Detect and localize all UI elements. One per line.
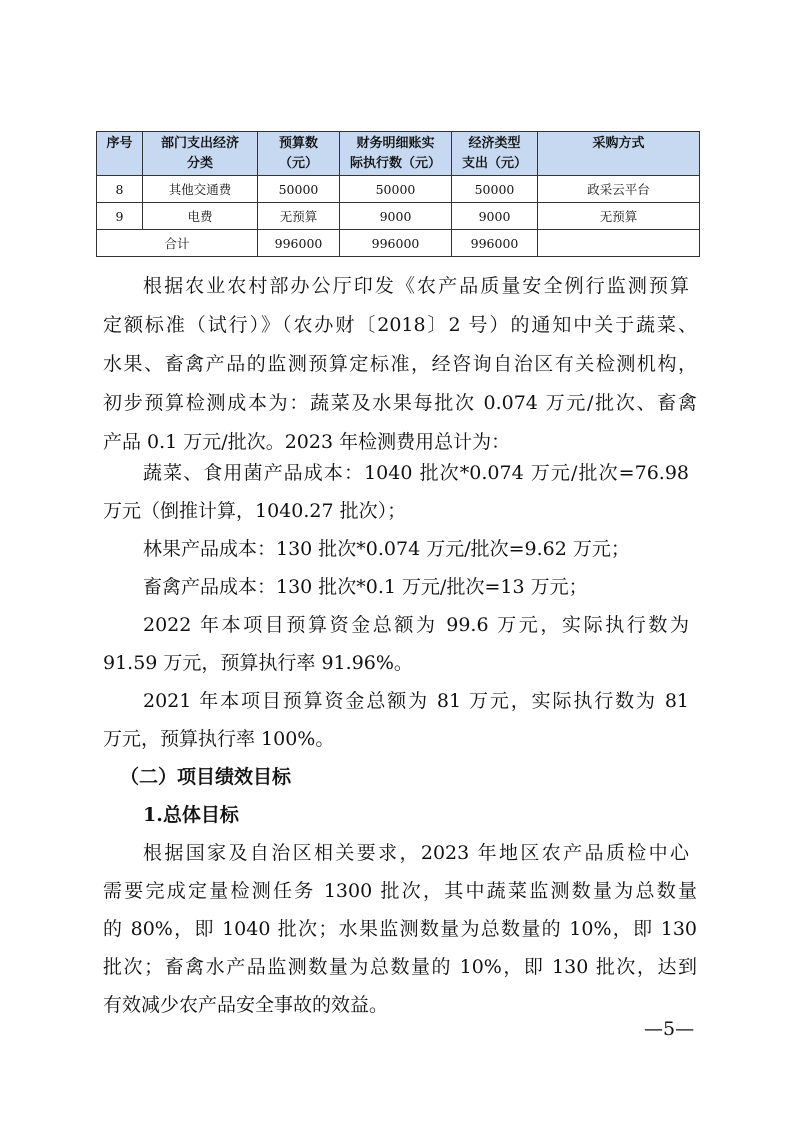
paragraph-line: 水果、畜禽产品的监测预算定标准，经咨询自治区有关检测机构， <box>103 353 697 375</box>
header-economic-type <box>452 132 538 176</box>
table-cell: 50000 <box>452 176 538 203</box>
paragraph-line: 定额标准（试行）》（农办财〔2018〕2 号）的通知中关于蔬菜、 <box>103 314 697 336</box>
table-cell: 9000 <box>340 203 452 230</box>
header-procurement <box>538 132 700 176</box>
total-procurement <box>538 230 700 257</box>
total-budget: 996000 <box>258 230 340 257</box>
total-label: 合计 <box>97 230 258 257</box>
page-number: —5— <box>644 1018 695 1040</box>
paragraph-line: 2021 年本项目预算资金总额为 81 万元，实际执行数为 81 <box>143 690 689 712</box>
paragraph-line: 2022 年本项目预算资金总额为 99.6 万元，实际执行数为 <box>143 614 689 636</box>
header-line: （元） <box>278 156 318 171</box>
table-row <box>97 203 700 230</box>
table-cell: 50000 <box>340 176 452 203</box>
table-header-row <box>97 132 700 176</box>
section-heading: （二）项目绩效目标 <box>120 766 292 788</box>
table-cell: 50000 <box>258 176 340 203</box>
paragraph-line: 根据农业农村部办公厅印发《农产品质量安全例行监测预算 <box>143 275 689 297</box>
paragraph-line: 91.59 万元，预算执行率 91.96%。 <box>103 652 413 674</box>
header-line: 序号 <box>106 136 133 151</box>
budget-table <box>96 131 700 257</box>
table-row <box>97 176 700 203</box>
paragraph-line: 初步预算检测成本为：蔬菜及水果每批次 0.074 万元/批次、畜禽 <box>103 392 697 414</box>
header-line: 际执行数（元） <box>349 156 441 171</box>
header-line: 经济类型 <box>468 136 521 151</box>
paragraph-line: 批次；畜禽水产品监测数量为总数量的 10%，即 130 批次，达到 <box>103 956 697 978</box>
header-line: 财务明细账实 <box>356 136 435 151</box>
header-line: 预算数 <box>278 136 318 151</box>
paragraph-line: 畜禽产品成本：130 批次*0.1 万元/批次=13 万元； <box>143 576 588 598</box>
header-line: 采购方式 <box>592 136 645 151</box>
table-cell: 其他交通费 <box>143 176 258 203</box>
header-index <box>97 132 143 176</box>
table-cell: 无预算 <box>538 203 700 230</box>
header-line: 支出（元） <box>461 156 527 171</box>
paragraph-line: 根据国家及自治区相关要求，2023 年地区农产品质检中心 <box>143 842 689 864</box>
table-total-row <box>97 230 700 257</box>
paragraph-line: 的 80%，即 1040 批次；水果监测数量为总数量的 10%，即 130 <box>103 918 697 940</box>
table-cell: 电费 <box>143 203 258 230</box>
header-actual <box>340 132 452 176</box>
subsection-heading: 1.总体目标 <box>143 804 239 826</box>
paragraph-line: 需要完成定量检测任务 1300 批次，其中蔬菜监测数量为总数量 <box>103 880 697 902</box>
paragraph-line: 产品 0.1 万元/批次。2023 年检测费用总计为： <box>103 431 511 453</box>
total-actual: 996000 <box>340 230 452 257</box>
table-cell: 政采云平台 <box>538 176 700 203</box>
paragraph-line: 有效减少农产品安全事故的效益。 <box>103 994 389 1016</box>
header-line: 部门支出经济 <box>160 136 239 151</box>
table-cell: 9000 <box>452 203 538 230</box>
header-line: 分类 <box>186 156 213 171</box>
total-economic-type: 996000 <box>452 230 538 257</box>
paragraph-line: 林果产品成本：130 批次*0.074 万元/批次=9.62 万元； <box>143 538 630 560</box>
header-budget <box>258 132 340 176</box>
paragraph-line: 万元，预算执行率 100%。 <box>103 728 335 750</box>
paragraph-line: 万元（倒推计算，1040.27 批次）； <box>103 500 407 522</box>
table-cell: 9 <box>97 203 143 230</box>
table-cell: 无预算 <box>258 203 340 230</box>
header-category <box>143 132 258 176</box>
table-cell: 8 <box>97 176 143 203</box>
paragraph-line: 蔬菜、食用菌产品成本：1040 批次*0.074 万元/批次=76.98 <box>143 462 689 484</box>
